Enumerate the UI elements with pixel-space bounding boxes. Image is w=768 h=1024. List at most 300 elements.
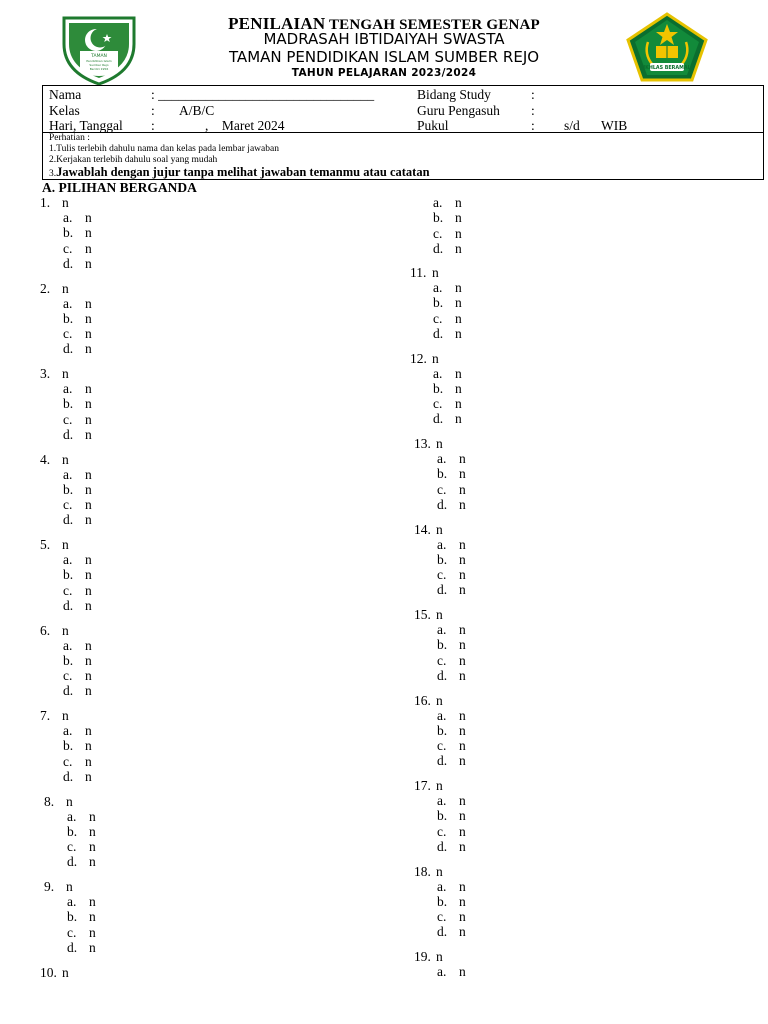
ministry-logo-icon — [626, 12, 708, 82]
option-text: n — [459, 924, 466, 940]
option-letter: c. — [67, 839, 77, 855]
option-letter: b. — [63, 396, 74, 412]
right-question-11 — [410, 265, 439, 280]
logo-left-text-1: TAMAN — [91, 54, 107, 59]
question-text: n — [62, 366, 69, 381]
option-letter: c. — [63, 582, 73, 598]
note-item-3 — [49, 166, 430, 181]
note-item-1: 1.Tulis terlebih dahulu nama dan kelas pada lembar jawaban — [49, 144, 279, 154]
note-item-3-num: 3. — [49, 169, 57, 179]
question-text: n — [62, 451, 69, 467]
exam-title-rest: TENGAH SEMESTER GENAP — [325, 17, 540, 33]
option-letter: c. — [63, 668, 73, 684]
left-question-6 — [40, 623, 69, 638]
option-letter: c. — [63, 240, 73, 256]
answer-option — [63, 210, 92, 225]
logo-left-text-3: Sumber Rejo — [89, 63, 109, 67]
option-letter: a. — [437, 536, 447, 552]
answer-option — [63, 638, 92, 653]
option-letter: b. — [437, 637, 448, 653]
option-text: n — [455, 280, 462, 295]
option-text: n — [459, 496, 466, 512]
question-number: 12. — [410, 350, 427, 366]
option-letter: d. — [433, 240, 444, 256]
left-question-1 — [40, 195, 69, 210]
answer-option — [437, 466, 466, 481]
option-letter: b. — [63, 567, 74, 583]
right-question-12 — [410, 351, 439, 366]
option-text: n — [459, 551, 466, 567]
option-text: n — [459, 536, 466, 552]
option-letter: c. — [437, 481, 447, 497]
option-text: n — [89, 854, 96, 870]
answer-option — [437, 708, 466, 723]
option-text: n — [459, 451, 466, 466]
question-number: 10. — [40, 964, 57, 980]
answer-option — [63, 311, 92, 326]
option-letter: c. — [437, 738, 447, 754]
kelas-colon: : — [151, 103, 155, 118]
question-number: 7. — [40, 708, 51, 723]
question-text: n — [62, 195, 69, 210]
answer-option — [433, 210, 462, 225]
question-number: 4. — [40, 451, 51, 467]
answer-option — [437, 738, 466, 753]
school-name: TAMAN PENDIDIKAN ISLAM SUMBER REJO — [228, 48, 540, 66]
logo-left-text-2: Pendidikan Islam — [86, 59, 112, 63]
option-letter: a. — [63, 381, 73, 396]
option-letter: a. — [437, 793, 447, 808]
option-text: n — [85, 381, 92, 396]
option-letter: d. — [437, 582, 448, 598]
answer-option — [437, 497, 466, 512]
answer-option — [437, 668, 466, 683]
option-letter: d. — [63, 683, 74, 699]
answer-option — [63, 412, 92, 427]
option-text: n — [459, 707, 466, 723]
answer-option — [63, 241, 92, 256]
option-letter: b. — [67, 909, 78, 925]
question-text: n — [62, 708, 69, 723]
option-text: n — [455, 325, 462, 341]
option-letter: b. — [433, 210, 444, 226]
option-text: n — [85, 683, 92, 699]
option-text: n — [455, 380, 462, 396]
option-text: n — [85, 652, 92, 668]
info-divider — [43, 132, 763, 133]
option-text: n — [85, 225, 92, 241]
answer-option — [67, 909, 96, 924]
option-text: n — [85, 210, 92, 225]
option-letter: d. — [63, 512, 74, 528]
answer-option — [63, 668, 92, 683]
option-text: n — [85, 768, 92, 784]
answer-option — [63, 467, 92, 482]
option-text: n — [85, 668, 92, 684]
option-text: n — [85, 637, 92, 653]
answer-option — [437, 793, 466, 808]
note-item-3-text: Jawablah dengan jujur tanpa melihat jawaban temanmu atau catatan — [56, 165, 430, 179]
answer-option — [433, 381, 462, 396]
option-text: n — [85, 582, 92, 598]
answer-option — [63, 396, 92, 411]
exam-title-main: PENILAIAN — [228, 14, 326, 33]
option-letter: a. — [67, 894, 77, 909]
option-letter: d. — [67, 939, 78, 955]
logo-right-ribbon-text: IKHLAS BERAMAL — [643, 66, 691, 72]
option-text: n — [85, 481, 92, 497]
option-letter: a. — [437, 707, 447, 723]
answer-option — [63, 225, 92, 240]
answer-option — [63, 296, 92, 311]
option-letter: d. — [437, 667, 448, 683]
left-question-7 — [40, 708, 69, 723]
nama-label: Nama — [49, 87, 82, 102]
option-letter: b. — [63, 652, 74, 668]
answer-option — [63, 653, 92, 668]
question-text: n — [66, 793, 73, 809]
logo-left-text-4: Berdiri 1956 — [89, 67, 109, 71]
answer-option — [433, 311, 462, 326]
option-letter: b. — [63, 481, 74, 497]
answer-option — [437, 451, 466, 466]
option-letter: d. — [437, 838, 448, 854]
option-letter: c. — [63, 326, 73, 342]
option-text: n — [85, 240, 92, 256]
answer-option — [63, 341, 92, 356]
answer-option — [67, 894, 96, 909]
school-type: MADRASAH IBTIDAIYAH SWASTA — [263, 30, 505, 48]
option-text: n — [455, 240, 462, 256]
option-text: n — [459, 722, 466, 738]
notes-title: Perhatian : — [49, 133, 90, 143]
answer-option — [63, 497, 92, 512]
option-text: n — [85, 255, 92, 271]
answer-option — [63, 552, 92, 567]
option-text: n — [455, 295, 462, 311]
answer-option — [63, 769, 92, 784]
question-text: n — [432, 350, 439, 366]
option-text: n — [455, 225, 462, 241]
answer-option — [437, 653, 466, 668]
option-letter: d. — [433, 325, 444, 341]
bidang-colon: : — [531, 87, 535, 102]
academic-year: TAHUN PELAJARAN 2023/2024 — [291, 67, 477, 79]
answer-option — [437, 482, 466, 497]
option-text: n — [89, 909, 96, 925]
question-number: 13. — [414, 436, 431, 451]
question-number: 14. — [414, 521, 431, 537]
option-letter: a. — [63, 552, 73, 567]
answer-option — [433, 226, 462, 241]
option-letter: c. — [437, 909, 447, 925]
option-text: n — [85, 497, 92, 513]
option-letter: b. — [63, 738, 74, 754]
option-text: n — [459, 481, 466, 497]
question-text: n — [436, 436, 443, 451]
option-letter: c. — [433, 225, 443, 241]
option-text: n — [85, 753, 92, 769]
option-text: n — [459, 909, 466, 925]
section-title: A. PILIHAN BERGANDA — [42, 180, 197, 195]
answer-option — [437, 622, 466, 637]
option-letter: d. — [67, 854, 78, 870]
tanggal-value[interactable]: , Maret 2024 — [205, 118, 285, 133]
question-number: 19. — [414, 949, 431, 964]
student-info-box — [42, 85, 764, 180]
answer-option — [63, 754, 92, 769]
option-letter: a. — [63, 466, 73, 482]
option-letter: d. — [63, 768, 74, 784]
question-text: n — [436, 692, 443, 708]
option-letter: c. — [67, 924, 77, 940]
option-text: n — [459, 753, 466, 769]
option-text: n — [459, 738, 466, 754]
answer-option — [437, 537, 466, 552]
option-letter: c. — [63, 753, 73, 769]
answer-option — [63, 427, 92, 442]
option-letter: a. — [437, 622, 447, 637]
question-text: n — [436, 949, 443, 964]
option-letter: a. — [437, 964, 447, 979]
option-letter: a. — [437, 451, 447, 466]
option-letter: b. — [63, 225, 74, 241]
option-letter: c. — [437, 652, 447, 668]
answer-option — [63, 482, 92, 497]
option-text: n — [85, 326, 92, 342]
question-number: 3. — [40, 366, 51, 381]
option-text: n — [459, 793, 466, 808]
option-text: n — [89, 924, 96, 940]
question-number: 18. — [414, 863, 431, 879]
pukul-sd: s/d — [564, 118, 580, 133]
answer-option — [63, 683, 92, 698]
option-text: n — [89, 808, 96, 824]
pukul-colon: : — [531, 118, 535, 133]
guru-label: Guru Pengasuh — [417, 103, 500, 118]
bidang-label: Bidang Study — [417, 87, 491, 102]
option-text: n — [85, 426, 92, 442]
answer-option — [437, 909, 466, 924]
left-question-9 — [44, 879, 73, 894]
option-text: n — [459, 652, 466, 668]
answer-option — [63, 256, 92, 271]
answer-option — [63, 567, 92, 582]
option-letter: d. — [63, 597, 74, 613]
option-letter: b. — [67, 823, 78, 839]
option-letter: b. — [433, 295, 444, 311]
question-text: n — [432, 265, 439, 280]
answer-option — [63, 381, 92, 396]
right-question-16 — [414, 693, 443, 708]
answer-option — [63, 326, 92, 341]
answer-option — [437, 879, 466, 894]
option-text: n — [459, 622, 466, 637]
option-letter: d. — [63, 255, 74, 271]
option-letter: a. — [63, 295, 73, 311]
option-text: n — [455, 396, 462, 412]
option-letter: a. — [63, 637, 73, 653]
left-question-3 — [40, 366, 69, 381]
option-text: n — [85, 738, 92, 754]
question-text: n — [62, 622, 69, 638]
answer-option — [437, 808, 466, 823]
answer-option — [63, 723, 92, 738]
note-item-2: 2.Kerjakan terlebih dahulu soal yang mudah — [49, 155, 218, 165]
left-question-10 — [40, 965, 69, 980]
question-text: n — [436, 607, 443, 622]
option-letter: c. — [63, 411, 73, 427]
answer-option — [437, 582, 466, 597]
option-letter: c. — [437, 823, 447, 839]
option-text: n — [459, 582, 466, 598]
option-letter: b. — [437, 722, 448, 738]
right-question-13 — [414, 436, 443, 451]
option-letter: b. — [437, 893, 448, 909]
question-number: 11. — [410, 265, 427, 280]
option-letter: c. — [433, 396, 443, 412]
option-text: n — [455, 310, 462, 326]
answer-option — [433, 396, 462, 411]
option-letter: b. — [437, 551, 448, 567]
kelas-label: Kelas — [49, 103, 80, 118]
guru-colon: : — [531, 103, 535, 118]
option-letter: b. — [63, 310, 74, 326]
answer-option — [437, 637, 466, 652]
question-number: 1. — [40, 195, 51, 210]
option-text: n — [85, 512, 92, 528]
answer-option — [437, 723, 466, 738]
option-text: n — [459, 823, 466, 839]
answer-option — [63, 738, 92, 753]
option-text: n — [455, 210, 462, 226]
option-text: n — [459, 838, 466, 854]
answer-option — [67, 925, 96, 940]
question-number: 9. — [44, 879, 55, 894]
answer-option — [433, 295, 462, 310]
option-text: n — [85, 466, 92, 482]
answer-option — [67, 824, 96, 839]
answer-option — [437, 753, 466, 768]
question-number: 15. — [414, 607, 431, 622]
option-text: n — [89, 939, 96, 955]
question-number: 5. — [40, 537, 51, 552]
pukul-label: Pukul — [417, 118, 449, 133]
option-text: n — [85, 396, 92, 412]
question-text: n — [436, 778, 443, 793]
answer-option — [433, 280, 462, 295]
option-text: n — [459, 964, 466, 979]
option-letter: b. — [433, 380, 444, 396]
option-letter: d. — [437, 496, 448, 512]
option-text: n — [459, 893, 466, 909]
left-question-8 — [44, 794, 73, 809]
option-text: n — [459, 808, 466, 824]
option-text: n — [89, 894, 96, 909]
answer-option — [433, 241, 462, 256]
option-letter: a. — [67, 808, 77, 824]
option-text: n — [85, 310, 92, 326]
option-text: n — [455, 365, 462, 381]
answer-option — [67, 940, 96, 955]
question-text: n — [62, 537, 69, 552]
question-text: n — [436, 521, 443, 537]
left-question-5 — [40, 537, 69, 552]
option-letter: d. — [437, 924, 448, 940]
question-text: n — [62, 280, 69, 296]
option-letter: b. — [437, 808, 448, 824]
pukul-wib: WIB — [601, 118, 628, 133]
right-question-19 — [414, 949, 443, 964]
answer-option — [437, 894, 466, 909]
answer-option — [433, 326, 462, 341]
left-question-2 — [40, 281, 69, 296]
question-text: n — [62, 964, 69, 980]
answer-option — [433, 411, 462, 426]
right-question-14 — [414, 522, 443, 537]
answer-option — [433, 366, 462, 381]
option-letter: a. — [63, 210, 73, 225]
answer-option — [67, 839, 96, 854]
option-letter: a. — [437, 878, 447, 894]
school-logo-icon — [60, 14, 138, 86]
answer-option — [437, 552, 466, 567]
option-text: n — [455, 411, 462, 427]
answer-option — [67, 809, 96, 824]
option-letter: c. — [63, 497, 73, 513]
question-text: n — [436, 863, 443, 879]
answer-option — [433, 195, 462, 210]
right-question-17 — [414, 778, 443, 793]
answer-option — [63, 583, 92, 598]
option-letter: d. — [437, 753, 448, 769]
option-text: n — [459, 567, 466, 583]
left-question-4 — [40, 452, 69, 467]
question-number: 8. — [44, 793, 55, 809]
option-text: n — [459, 667, 466, 683]
option-text: n — [459, 878, 466, 894]
right-question-15 — [414, 607, 443, 622]
right-question-18 — [414, 864, 443, 879]
option-text: n — [85, 411, 92, 427]
question-number: 2. — [40, 280, 51, 296]
option-text: n — [85, 723, 92, 738]
question-number: 16. — [414, 692, 431, 708]
option-letter: d. — [63, 341, 74, 357]
answer-option — [63, 598, 92, 613]
option-text: n — [85, 597, 92, 613]
option-letter: d. — [433, 411, 444, 427]
option-text: n — [85, 567, 92, 583]
question-number: 17. — [414, 778, 431, 793]
kelas-value: A/B/C — [179, 103, 215, 118]
option-letter: a. — [433, 280, 443, 295]
option-letter: c. — [437, 567, 447, 583]
answer-option — [437, 924, 466, 939]
answer-option — [437, 839, 466, 854]
option-text: n — [89, 823, 96, 839]
option-letter: a. — [433, 365, 443, 381]
option-text: n — [85, 295, 92, 311]
answer-option — [437, 964, 466, 979]
tanggal-label: Hari, Tanggal — [49, 118, 123, 133]
option-text: n — [85, 341, 92, 357]
nama-field[interactable]: : ________________________________ — [151, 87, 375, 102]
answer-option — [67, 854, 96, 869]
option-text: n — [85, 552, 92, 567]
answer-option — [437, 567, 466, 582]
option-letter: b. — [437, 466, 448, 482]
